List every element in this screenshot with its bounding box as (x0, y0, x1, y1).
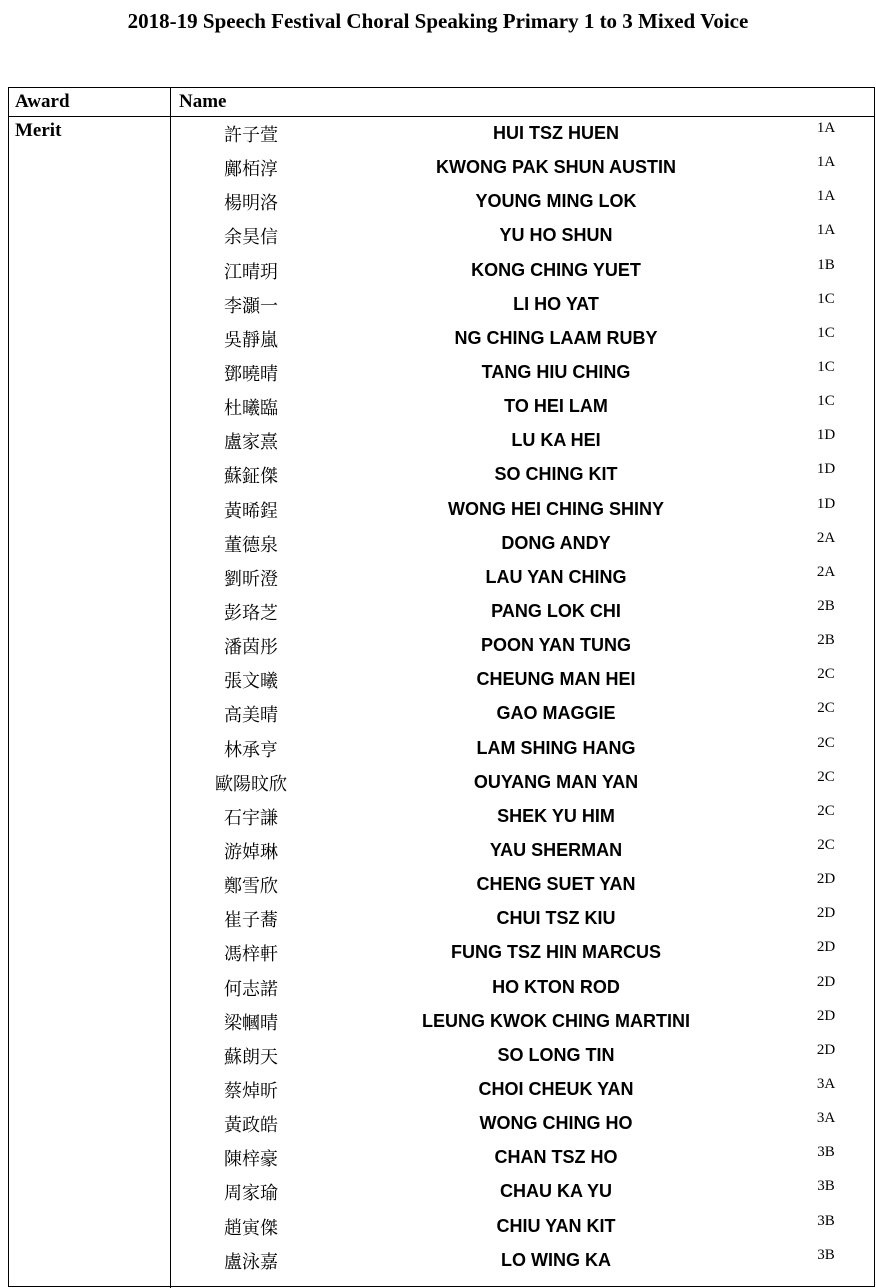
class-code: 1A (816, 222, 836, 239)
class-code: 2D (816, 939, 836, 956)
english-name: WONG CHING HO (479, 1113, 633, 1134)
english-name: KONG CHING YUET (471, 259, 641, 280)
class-code: 1C (817, 393, 835, 410)
table-row (171, 460, 874, 494)
english-name: LAU YAN CHING (485, 566, 627, 587)
table-row (171, 904, 874, 938)
table-row (171, 563, 874, 597)
chinese-name: 黃晞鋥 (224, 500, 278, 522)
awards-table (8, 87, 875, 1287)
table-row (171, 768, 874, 802)
class-code: 2C (817, 700, 835, 717)
chinese-name: 盧泳嘉 (224, 1251, 278, 1273)
english-name: CHOI CHEUK YAN (478, 1078, 634, 1099)
table-row (171, 392, 874, 426)
name-column-header: Name (179, 91, 227, 112)
table-row (171, 1007, 874, 1041)
english-name: SO CHING KIT (494, 464, 618, 485)
english-name: TANG HIU CHING (481, 361, 631, 382)
class-code: 3B (817, 1178, 835, 1195)
class-code: 3A (816, 1110, 836, 1127)
english-name: LU KA HEI (511, 430, 601, 451)
class-code: 1B (817, 256, 835, 273)
chinese-name: 盧家熹 (224, 432, 278, 454)
english-name: CHUI TSZ KIU (496, 908, 616, 929)
english-name: YAU SHERMAN (489, 839, 623, 860)
chinese-name: 劉昕澄 (224, 568, 278, 590)
class-code: 1C (817, 324, 835, 341)
chinese-name: 陳梓豪 (224, 1149, 278, 1171)
english-name: LAM SHING HANG (476, 737, 636, 758)
english-name: POON YAN TUNG (480, 635, 632, 656)
class-code: 2D (816, 905, 836, 922)
class-code: 2C (817, 734, 835, 751)
table-row (171, 1177, 874, 1211)
class-code: 2D (816, 871, 836, 888)
table-row (171, 187, 874, 221)
english-name: SO LONG TIN (497, 1044, 615, 1065)
english-name: CHIU YAN KIT (496, 1215, 616, 1236)
english-name: KWONG PAK SHUN AUSTIN (436, 157, 676, 178)
table-row (171, 1246, 874, 1280)
table-row (171, 597, 874, 631)
chinese-name: 余昊信 (224, 227, 278, 249)
english-name: LEUNG KWOK CHING MARTINI (422, 1010, 690, 1031)
chinese-name: 潘茵彤 (224, 637, 278, 659)
class-code: 1A (816, 154, 836, 171)
table-row (171, 870, 874, 904)
english-name: CHAU KA YU (499, 1181, 612, 1202)
chinese-name: 高美晴 (224, 705, 278, 727)
table-row (171, 631, 874, 665)
table-row (171, 1041, 874, 1075)
chinese-name: 江晴玥 (224, 261, 278, 283)
chinese-name: 鄭雪欣 (224, 876, 278, 898)
chinese-name: 楊明洛 (224, 193, 278, 215)
chinese-name: 蘇鉦傑 (224, 466, 278, 488)
class-code: 1D (816, 495, 836, 512)
class-code: 2C (817, 666, 835, 683)
table-row (171, 802, 874, 836)
chinese-name: 蘇朗天 (224, 1046, 278, 1068)
chinese-name: 許子萱 (224, 125, 278, 146)
table-row (171, 699, 874, 733)
chinese-name: 游婥琳 (224, 841, 278, 863)
english-name: CHAN TSZ HO (494, 1147, 618, 1168)
english-name: NG CHING LAAM RUBY (454, 327, 658, 348)
table-row (171, 256, 874, 290)
class-code: 1D (816, 427, 836, 444)
class-code: 3B (817, 1246, 835, 1263)
chinese-name: 杜曦臨 (224, 398, 278, 420)
class-code: 3A (816, 1075, 836, 1092)
english-name: TO HEI LAM (504, 396, 608, 417)
english-name: WONG HEI CHING SHINY (447, 498, 664, 519)
class-code: 2A (816, 563, 836, 580)
chinese-name: 石宇謙 (224, 807, 278, 829)
class-code: 2C (817, 768, 835, 785)
chinese-name: 林承亨 (224, 739, 278, 761)
table-row (171, 1075, 874, 1109)
table-row (171, 938, 874, 972)
english-name: HO KTON ROD (492, 976, 620, 997)
english-name: YOUNG MING LOK (475, 191, 637, 212)
table-row (171, 119, 874, 153)
chinese-name: 何志諾 (224, 978, 278, 1000)
chinese-name: 黃政皓 (224, 1115, 278, 1137)
class-code: 1A (816, 188, 836, 205)
table-row (171, 358, 874, 392)
english-name: YU HO SHUN (499, 225, 613, 246)
award-level: Merit (15, 120, 62, 141)
page-title: 2018-19 Speech Festival Choral Speaking Primary 1 to 3 Mixed Voice (127, 9, 749, 33)
table-row (171, 836, 874, 870)
class-code: 1A (816, 120, 836, 136)
class-code: 2C (817, 836, 835, 853)
english-name: HUI TSZ HUEN (493, 123, 619, 143)
class-code: 3B (817, 1144, 835, 1161)
class-code: 2D (816, 1041, 836, 1058)
table-row (171, 426, 874, 460)
class-code: 2A (816, 529, 836, 546)
english-name: CHEUNG MAN HEI (476, 669, 636, 690)
class-code: 2B (817, 632, 835, 649)
english-name: SHEK YU HIM (497, 805, 615, 826)
table-row (171, 529, 874, 563)
chinese-name: 鄺栢淳 (224, 159, 278, 181)
table-row (171, 221, 874, 255)
table-row (171, 973, 874, 1007)
chinese-name: 崔子蕎 (224, 910, 278, 932)
class-code: 3B (817, 1212, 835, 1229)
chinese-name: 鄧曉晴 (224, 363, 278, 385)
chinese-name: 李灝一 (224, 295, 278, 317)
english-name: LO WING KA (501, 1249, 611, 1270)
chinese-name: 張文曦 (224, 671, 278, 693)
english-name: DONG ANDY (501, 532, 611, 553)
chinese-name: 馮梓軒 (224, 944, 278, 966)
english-name: FUNG TSZ HIN MARCUS (451, 942, 661, 963)
table-row (171, 495, 874, 529)
english-name: CHENG SUET YAN (476, 874, 636, 895)
chinese-name: 梁幗晴 (224, 1012, 278, 1034)
table-row (171, 290, 874, 324)
name-list (171, 119, 874, 1280)
class-code: 2C (817, 802, 835, 819)
english-name: GAO MAGGIE (496, 703, 616, 724)
table-header-row (9, 88, 874, 117)
chinese-name: 周家瑜 (224, 1183, 278, 1205)
award-column-header: Award (15, 91, 70, 112)
class-code: 2B (817, 597, 835, 614)
table-row (171, 153, 874, 187)
table-row (171, 324, 874, 358)
table-row (171, 665, 874, 699)
class-code: 1D (816, 461, 836, 478)
chinese-name: 董德泉 (224, 534, 278, 556)
chinese-name: 彭珞芝 (224, 602, 278, 624)
table-row (171, 1143, 874, 1177)
class-code: 2D (816, 973, 836, 990)
chinese-name: 歐陽旼欣 (215, 773, 287, 795)
english-name: PANG LOK CHI (491, 600, 621, 621)
table-row (171, 734, 874, 768)
chinese-name: 吳靜嵐 (224, 329, 278, 351)
english-name: LI HO YAT (513, 293, 599, 314)
english-name: OUYANG MAN YAN (473, 771, 639, 792)
class-code: 1C (817, 358, 835, 375)
class-code: 1C (817, 290, 835, 307)
class-code: 2D (816, 1007, 836, 1024)
chinese-name: 蔡焯昕 (224, 1080, 278, 1102)
table-row (171, 1109, 874, 1143)
table-row (171, 1212, 874, 1246)
chinese-name: 趙寅傑 (224, 1217, 278, 1239)
